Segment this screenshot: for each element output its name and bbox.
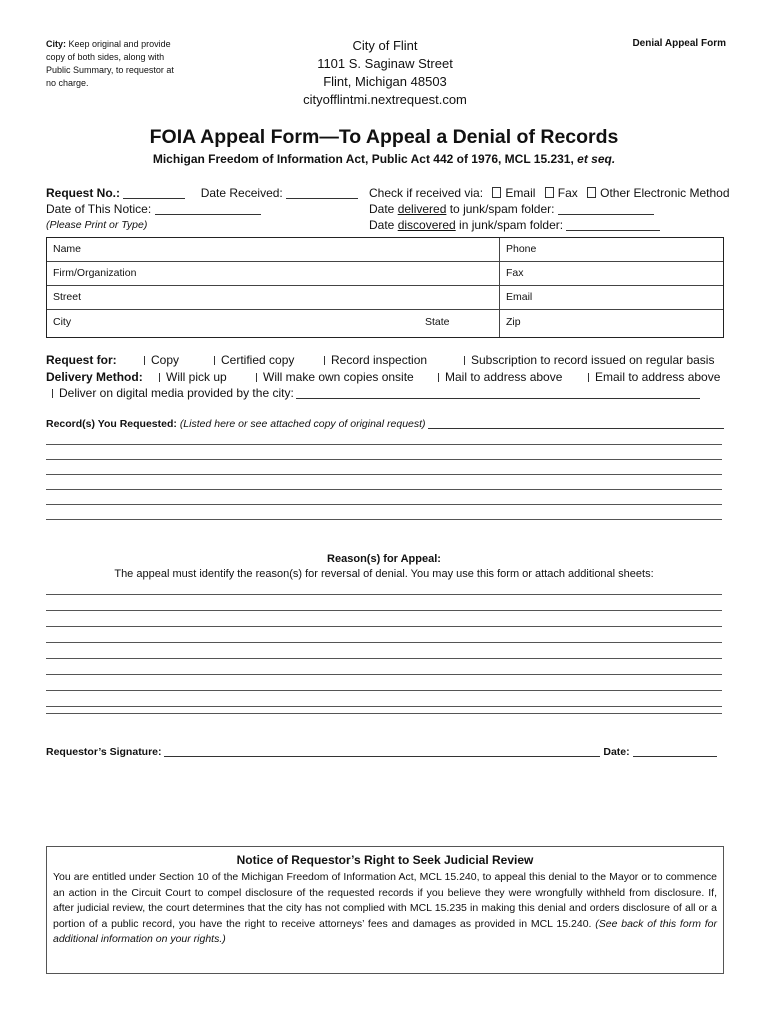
address-line-3: Flint, Michigan 48503 [323, 74, 447, 89]
city-note [46, 38, 176, 90]
address-line-1: City of Flint [352, 38, 418, 53]
copy-checkbox[interactable] [144, 356, 145, 365]
reason-line[interactable] [46, 610, 722, 611]
name-field[interactable]: Name [53, 243, 82, 255]
date-discovered-field[interactable] [566, 220, 660, 231]
city-address [270, 37, 500, 109]
opt-pickup[interactable] [159, 370, 227, 384]
reason-line[interactable] [46, 713, 722, 714]
date-received-field[interactable] [286, 188, 358, 199]
date-delivered-a: Date [369, 202, 398, 216]
notice-body-italic: (See back of this form for additional information on your rights.) [53, 917, 717, 945]
signature-date-label: Date: [603, 746, 630, 758]
reasons-title: Reason(s) for Appeal: [327, 553, 441, 565]
records-row [46, 418, 724, 430]
date-received-label: Date Received: [200, 186, 283, 200]
reason-line[interactable] [46, 658, 722, 659]
fax-field[interactable]: Fax [506, 267, 524, 279]
request-info-left [46, 185, 358, 233]
records-line[interactable] [46, 519, 722, 520]
records-line[interactable] [46, 474, 722, 475]
city-note-text: Keep original and provide copy of both sides, along with Public Summary, to requestor at no charge. [46, 39, 174, 88]
signature-field[interactable] [164, 746, 600, 757]
check-label: Check if received via: [369, 186, 484, 200]
city-note-label: City: [46, 39, 66, 49]
subscription-checkbox[interactable] [464, 356, 465, 365]
opt-digital[interactable] [52, 386, 700, 400]
email-delivery-label: Email to address above [595, 370, 721, 384]
mail-checkbox[interactable] [438, 373, 439, 382]
digital-field[interactable] [296, 388, 700, 399]
subtitle-main: Michigan Freedom of Information Act, Public Act 442 of 1976, MCL 15.231, [152, 152, 574, 166]
print-note: (Please Print or Type) [46, 219, 148, 231]
form-tag: Denial Appeal Form [632, 38, 726, 49]
signature-date-field[interactable] [633, 746, 717, 757]
address-line-4: cityofflintmi.nextrequest.com [303, 92, 467, 107]
onsite-checkbox[interactable] [256, 373, 257, 382]
signature-label: Requestor’s Signature: [46, 746, 162, 758]
notice-body [53, 870, 717, 948]
date-notice-field[interactable] [155, 204, 261, 215]
notice-body-text: You are entitled under Section 10 of the Michigan Freedom of Information Act, MCL 15.240, to appeal this denial to the Mayor or to commence an action in the Circuit Court to compel disclosure of the requested records if you believe they were wrongfully withheld from disclosure. If, after judicial review, the court determines that the city has not complied with MCL 15.235 in making this denial and orders disclosure of all or a portion of a public record, you have the right to receive attorneys’ fees and damages as provided in MCL 15.240. [53, 871, 717, 930]
request-for-label: Request for: [46, 353, 117, 367]
onsite-label: Will make own copies onsite [263, 370, 414, 384]
date-delivered-u: delivered [397, 202, 447, 216]
email-field[interactable]: Email [506, 291, 533, 303]
reason-line[interactable] [46, 690, 722, 691]
date-discovered-b: in junk/spam folder: [455, 218, 564, 232]
reason-line[interactable] [46, 674, 722, 675]
opt-email-delivery[interactable] [588, 370, 720, 384]
opt-fax: Fax [557, 186, 578, 200]
address-line-2: 1101 S. Saginaw Street [317, 56, 453, 71]
date-notice-label: Date of This Notice: [46, 202, 152, 216]
request-no-label: Request No.: [46, 186, 121, 200]
page-subtitle [46, 152, 722, 166]
records-label: Record(s) You Requested: [46, 418, 177, 430]
date-delivered-b: to junk/spam folder: [446, 202, 555, 216]
zip-field[interactable]: Zip [506, 316, 521, 328]
reason-line[interactable] [46, 706, 722, 707]
request-info-right [369, 185, 730, 233]
email-delivery-checkbox[interactable] [588, 373, 589, 382]
digital-checkbox[interactable] [52, 389, 53, 398]
request-for-row [46, 353, 117, 367]
pickup-label: Will pick up [166, 370, 227, 384]
notice-title: Notice of Requestor’s Right to Seek Judicial Review [236, 853, 534, 867]
opt-other: Other Electronic Method [600, 186, 730, 200]
city-field[interactable]: City [53, 316, 72, 328]
other-checkbox[interactable] [587, 187, 596, 198]
opt-onsite[interactable] [256, 370, 414, 384]
records-line[interactable] [46, 504, 722, 505]
opt-subscription[interactable] [464, 353, 714, 367]
records-field-1[interactable] [428, 418, 724, 429]
certified-checkbox[interactable] [214, 356, 215, 365]
reason-line[interactable] [46, 642, 722, 643]
date-discovered-a: Date [369, 218, 398, 232]
email-checkbox[interactable] [492, 187, 501, 198]
opt-mail[interactable] [438, 370, 562, 384]
reason-line[interactable] [46, 626, 722, 627]
opt-inspection[interactable] [324, 353, 427, 367]
phone-field[interactable]: Phone [506, 243, 537, 255]
records-line[interactable] [46, 459, 722, 460]
copy-label: Copy [151, 353, 180, 367]
digital-label: Deliver on digital media provided by the city: [59, 386, 294, 400]
judicial-review-notice [46, 846, 724, 974]
pickup-checkbox[interactable] [159, 373, 160, 382]
opt-email: Email [505, 186, 536, 200]
opt-copy[interactable] [144, 353, 179, 367]
fax-checkbox[interactable] [545, 187, 554, 198]
records-line[interactable] [46, 489, 722, 490]
reason-line[interactable] [46, 594, 722, 595]
street-field[interactable]: Street [53, 291, 82, 303]
mail-label: Mail to address above [445, 370, 563, 384]
date-delivered-field[interactable] [558, 204, 654, 215]
certified-label: Certified copy [221, 353, 295, 367]
records-line[interactable] [46, 444, 722, 445]
contact-table [46, 237, 724, 338]
date-discovered-u: discovered [397, 218, 456, 232]
request-no-field[interactable] [123, 188, 185, 199]
signature-row [46, 746, 717, 758]
records-note: (Listed here or see attached copy of original request) [179, 418, 426, 430]
reasons-instructions: The appeal must identify the reason(s) for reversal of denial. You may use this form or attach additional sheets: [114, 568, 654, 580]
page-title: FOIA Appeal Form—To Appeal a Denial of Records [149, 126, 619, 148]
inspection-checkbox[interactable] [324, 356, 325, 365]
opt-certified[interactable] [214, 353, 294, 367]
subscription-label: Subscription to record issued on regular basis [471, 353, 715, 367]
subtitle-italic: et seq. [577, 152, 616, 166]
delivery-label: Delivery Method: [46, 370, 143, 384]
firm-field[interactable]: Firm/Organization [53, 267, 137, 279]
inspection-label: Record inspection [331, 353, 428, 367]
state-field[interactable]: State [425, 316, 450, 328]
